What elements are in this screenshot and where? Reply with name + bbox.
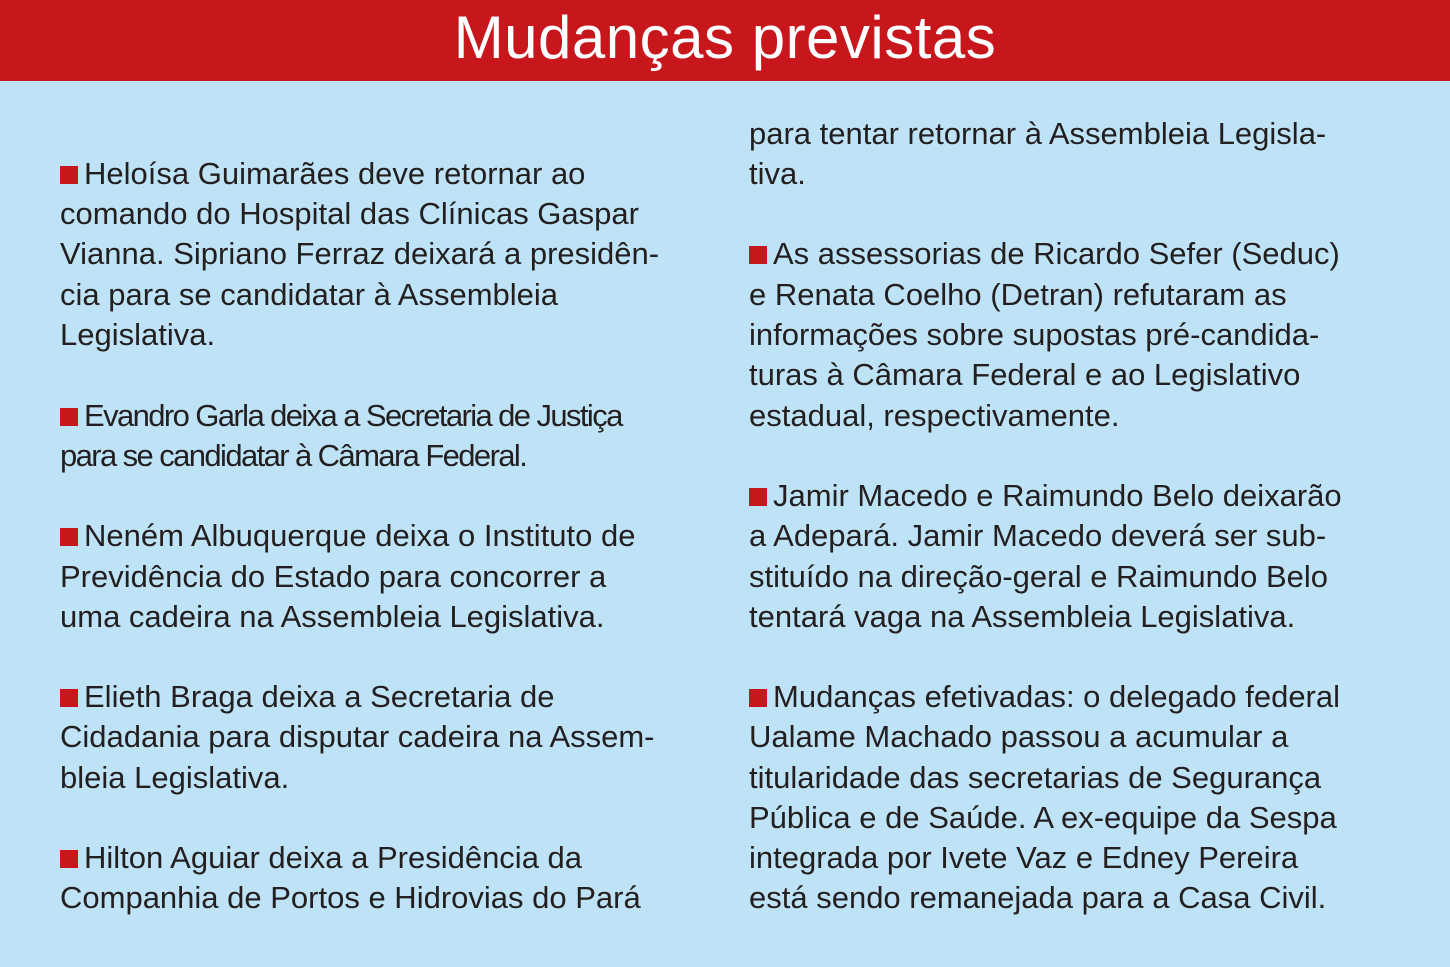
item-line: As assessorias de Ricardo Sefer (Seduc): [749, 234, 1340, 274]
item-line: bleia Legislativa.: [60, 760, 290, 795]
item-line: tiva.: [749, 156, 806, 191]
item-line: Mudanças efetivadas: o delegado federal: [749, 677, 1340, 717]
square-bullet-icon: [749, 246, 767, 264]
square-bullet-icon: [749, 689, 767, 707]
item-line: stituído na direção-geral e Raimundo Belo: [749, 559, 1329, 594]
item-line: Jamir Macedo e Raimundo Belo deixarão: [749, 476, 1342, 516]
item-line: Ualame Machado passou a acumular a: [749, 719, 1289, 754]
item-line: Previdência do Estado para concorrer a: [60, 559, 607, 594]
item-line: comando do Hospital das Clínicas Gaspar: [60, 196, 639, 231]
header-bar: [0, 0, 1450, 81]
item-line: estadual, respectivamente.: [749, 398, 1120, 433]
item-line: a Adepará. Jamir Macedo deverá ser sub-: [749, 518, 1327, 553]
item-line: Pública e de Saúde. A ex-equipe da Sespa: [749, 800, 1337, 835]
item-line: Companhia de Portos e Hidrovias do Pará: [60, 880, 641, 915]
item-line: titularidade das secretarias de Segurança: [749, 760, 1322, 795]
item-line: turas à Câmara Federal e ao Legislativo: [749, 357, 1301, 392]
item-line: Vianna. Sipriano Ferraz deixará a presidên-: [60, 236, 660, 271]
item-line: integrada por Ivete Vaz e Edney Pereira: [749, 840, 1299, 875]
square-bullet-icon: [60, 408, 78, 426]
square-bullet-icon: [60, 528, 78, 546]
square-bullet-icon: [60, 166, 78, 184]
item-line: está sendo remanejada para a Casa Civil.: [749, 880, 1327, 915]
item-line: informações sobre supostas pré-candida-: [749, 317, 1320, 352]
item-line: Evandro Garla deixa a Secretaria de Justiça: [60, 396, 622, 436]
item-line: Heloísa Guimarães deve retornar ao: [60, 154, 585, 194]
item-line: Legislativa.: [60, 317, 216, 352]
item-line: para se candidatar à Câmara Federal.: [60, 438, 527, 473]
square-bullet-icon: [60, 689, 78, 707]
square-bullet-icon: [60, 850, 78, 868]
item-line: e Renata Coelho (Detran) refutaram as: [749, 277, 1287, 312]
square-bullet-icon: [749, 488, 767, 506]
item-line: uma cadeira na Assembleia Legislativa.: [60, 599, 605, 634]
item-line: tentará vaga na Assembleia Legislativa.: [749, 599, 1296, 634]
item-line: Neném Albuquerque deixa o Instituto de: [60, 516, 636, 556]
item-line: Hilton Aguiar deixa a Presidência da: [60, 838, 582, 878]
item-line: para tentar retornar à Assembleia Legisla-: [749, 116, 1327, 151]
item-line: Cidadania para disputar cadeira na Assem-: [60, 719, 655, 754]
page-title: Mudanças previstas: [453, 3, 997, 71]
item-line: Elieth Braga deixa a Secretaria de: [60, 677, 554, 717]
item-line: cia para se candidatar à Assembleia: [60, 277, 559, 312]
